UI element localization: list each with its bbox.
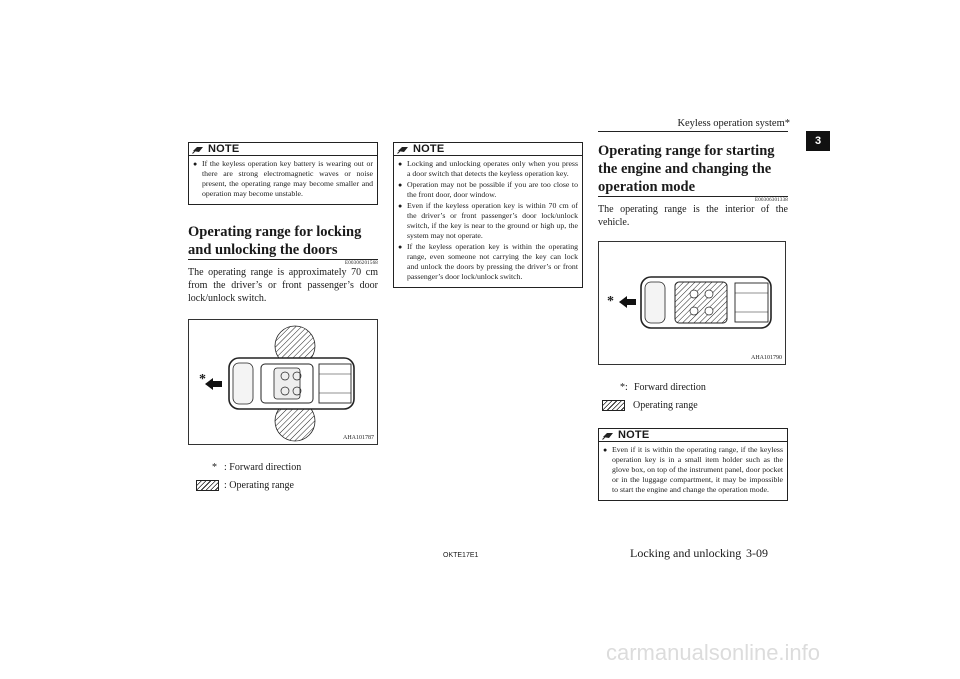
bullet-icon: ● [398, 181, 403, 189]
bullet-icon: ● [603, 446, 608, 454]
section-title: Operating range for locking and unlocking the doors [188, 224, 362, 258]
note-label: NOTE [618, 429, 650, 441]
note-label: NOTE [208, 143, 240, 155]
note-box [393, 142, 583, 288]
note-body [189, 156, 377, 204]
note-item-text: If the keyless operation key is within the operating range, even someone not carrying the key can lock and unlock the doors by pressing the driver’s or front passenger’s door lock/unlock switch. [407, 242, 578, 281]
note-box [188, 142, 378, 205]
bullet-icon: ● [398, 202, 403, 210]
watermark: carmanualsonline.info [606, 640, 821, 665]
bullet-icon: ● [193, 160, 198, 168]
body-text: The operating range is the interior of the vehicle. [598, 204, 788, 228]
hatch-swatch-icon [602, 400, 625, 411]
vehicle-interior-range-diagram [599, 242, 785, 364]
note-label: NOTE [413, 143, 445, 155]
chapter-tab[interactable]: 3 [806, 131, 830, 151]
forward-symbol: * [199, 372, 206, 387]
legend-forward-text: Forward direction [634, 382, 706, 393]
note-body [599, 442, 787, 500]
legend-range-text: : Operating range [224, 480, 294, 491]
note-item-text: Locking and unlocking operates only when you press a door switch that detects the keyless operation key. [407, 159, 578, 178]
legend-forward [620, 381, 788, 394]
legend-range [196, 479, 378, 492]
bullet-icon: ● [398, 160, 403, 168]
legend [212, 461, 378, 492]
note-header [394, 143, 582, 156]
section-rule [188, 259, 378, 260]
column-right [598, 142, 788, 501]
note-item-text: If the keyless operation key battery is wearing out or there are strong electromagnetic waves or noise present, the operating range may become smaller and operation may become unstable. [202, 159, 373, 198]
legend-forward-text: : Forward direction [224, 462, 302, 473]
section-code: E00306301338 [755, 198, 788, 203]
legend-forward [212, 461, 378, 474]
note-item [398, 242, 578, 282]
legend-range [602, 399, 788, 412]
bullet-icon: ● [398, 243, 403, 251]
body-text: The operating range is approximately 70 cm from the driver’s or front passenger’s door lock/unlock switch. [188, 267, 378, 304]
note-pen-icon [192, 145, 204, 154]
forward-symbol: * [607, 294, 614, 309]
note-item [398, 180, 578, 200]
running-header: Keyless operation system* [677, 118, 790, 129]
footer-section: Locking and unlocking [630, 546, 742, 560]
section-rule [598, 196, 788, 197]
figure-interior-range [598, 241, 786, 365]
legend-forward-symbol: * [212, 462, 217, 473]
legend-forward-label: *: [620, 382, 628, 393]
note-item [398, 159, 578, 179]
vehicle-door-range-diagram [189, 320, 377, 444]
note-pen-icon [602, 431, 614, 440]
legend [620, 381, 788, 412]
note-item-text: Operation may not be possible if you are too close to the front door, door window. [407, 180, 578, 199]
footer-code: OKTE17E1 [443, 552, 479, 559]
note-item [398, 201, 578, 241]
note-header [599, 429, 787, 442]
note-body [394, 156, 582, 287]
page-number: 3-09 [746, 546, 768, 560]
note-header [189, 143, 377, 156]
note-item-text: Even if it is within the operating range, if the keyless operation key is in a small item holder such as the glove box, on top of the instrument panel, door pocket or in the luggage compartment, it may be impossible to start the engine and change the operation mode. [612, 445, 783, 494]
section-code: E00306201568 [345, 261, 378, 266]
note-pen-icon [397, 145, 409, 154]
legend-range-text: Operating range [633, 400, 698, 411]
figure-door-range [188, 319, 378, 445]
note-item-text: Even if the keyless operation key is within 70 cm of the driver’s or front passenger’s door lock/unlock switch, if the key is near to the ground or high up, the system may not operate. [407, 201, 578, 240]
column-middle [393, 142, 583, 288]
column-left [188, 142, 378, 492]
section-title: Operating range for starting the engine and changing the operation mode [598, 143, 775, 195]
note-item [603, 445, 783, 495]
note-box [598, 428, 788, 501]
header-rule [598, 131, 788, 132]
hatch-swatch-icon [196, 480, 219, 491]
note-item [193, 159, 373, 199]
figure-code: AHA101787 [343, 435, 374, 441]
figure-code: AHA101790 [751, 355, 782, 361]
